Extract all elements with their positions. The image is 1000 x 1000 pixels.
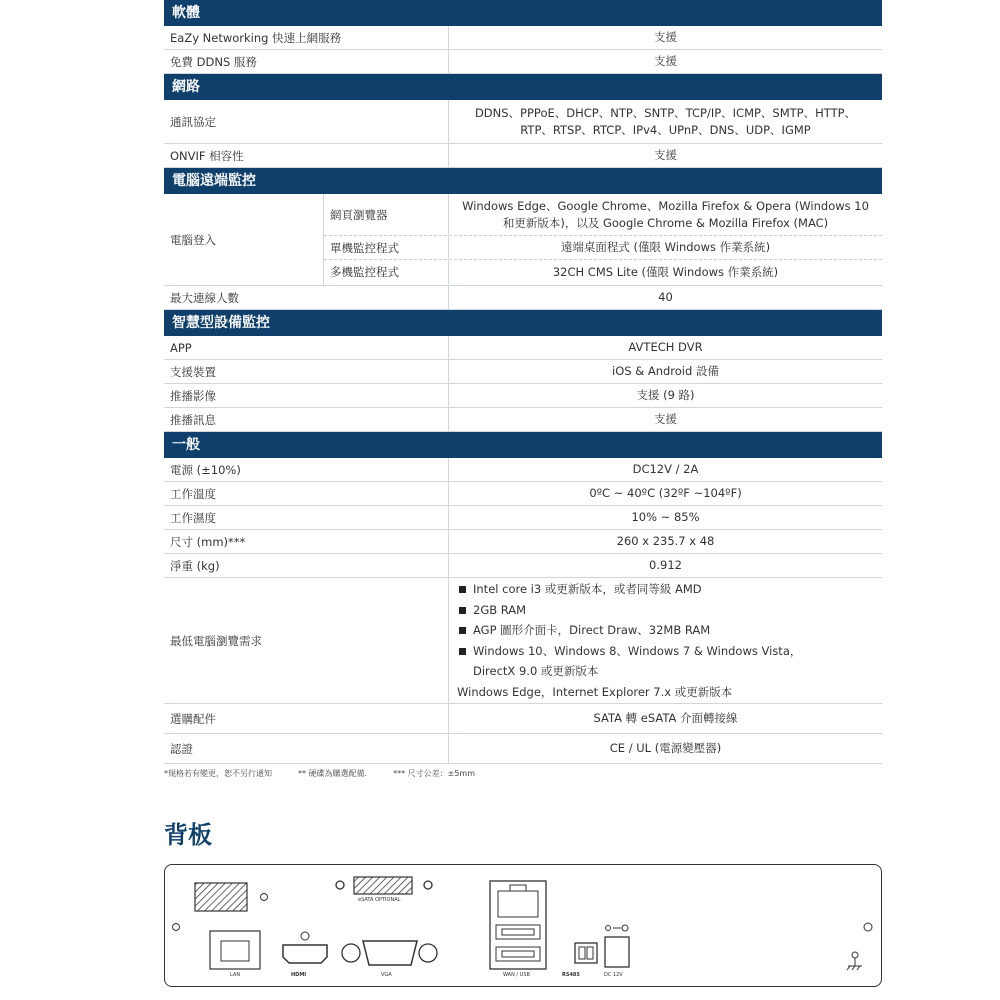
spec-label: APP	[164, 336, 449, 359]
spec-subrow	[324, 260, 882, 284]
spec-label: 選購配件	[164, 704, 449, 733]
lan-port-icon	[210, 931, 260, 969]
screw-icon	[301, 932, 309, 940]
spec-label: ONVIF 相容性	[164, 144, 449, 167]
lan-label: LAN	[230, 972, 241, 978]
vent-grille-icon	[195, 883, 247, 911]
backpanel-diagram	[164, 864, 882, 987]
spec-label: 最大連線人數	[164, 286, 449, 309]
spec-row	[164, 384, 882, 408]
spec-value: 支援	[654, 54, 677, 68]
spec-row	[164, 458, 882, 482]
spec-label: 工作溫度	[164, 482, 449, 505]
spec-value: 0.912	[649, 558, 682, 572]
footnotes	[164, 768, 475, 779]
spec-row	[164, 100, 882, 144]
spec-value: Windows Edge、Google Chrome、Mozilla Firefox & Opera (Windows 10 和更新版本)，以及 Google Chrome & Mozilla Firefox (MAC)	[462, 198, 869, 230]
section-header-remote: 電腦遠端監控	[164, 168, 882, 194]
spec-label: 工作濕度	[164, 506, 449, 529]
hdmi-label: HDMI	[291, 972, 307, 978]
spec-value: 40	[658, 290, 673, 304]
spec-sublabel: 多機監控程式	[324, 260, 449, 284]
spec-table	[164, 0, 882, 764]
ground-icon	[847, 958, 862, 970]
spec-value: 0ºC ~ 40ºC (32ºF ~104ºF)	[589, 486, 742, 500]
spec-value: 支援	[654, 148, 677, 162]
footnote: *** 尺寸公差：±5mm	[393, 769, 476, 778]
spec-row	[164, 336, 882, 360]
screw-icon	[864, 923, 872, 931]
hdmi-port-icon	[283, 945, 327, 963]
spec-row	[164, 554, 882, 578]
screw-icon	[261, 894, 268, 901]
spec-value	[449, 578, 882, 703]
spec-sublabel: 單機監控程式	[324, 236, 449, 259]
spec-row	[164, 26, 882, 50]
spec-label: 淨重 (kg)	[164, 554, 449, 577]
spec-row-group	[164, 194, 882, 286]
spec-label: 推播訊息	[164, 408, 449, 431]
wan-usb-label: WAN / USB	[503, 972, 530, 978]
dc-power-port-icon	[605, 937, 629, 967]
spec-row	[164, 360, 882, 384]
section-header-network: 網路	[164, 74, 882, 100]
vga-label: VGA	[381, 972, 392, 978]
spec-row	[164, 578, 882, 704]
spec-value: DDNS、PPPoE、DHCP、NTP、SNTP、TCP/IP、ICMP、SMTP、HTTP、RTP、RTSP、RTCP、IPv4、UPnP、DNS、UDP、IGMP	[474, 105, 857, 137]
spec-subrows	[324, 194, 882, 285]
spec-value: 支援	[654, 30, 677, 44]
spec-label: 支援裝置	[164, 360, 449, 383]
screw-icon	[336, 881, 344, 889]
list-item: AGP 圖形介面卡，Direct Draw、32MB RAM	[457, 620, 801, 641]
footnote: ** 硬碟為購選配備.	[298, 769, 368, 778]
screw-icon	[424, 881, 432, 889]
rs485-label: RS485	[562, 972, 580, 978]
spec-label: 最低電腦瀏覽需求	[164, 578, 449, 703]
section-header-smart: 智慧型設備監控	[164, 310, 882, 336]
spec-row	[164, 734, 882, 764]
rs485-port-icon	[575, 943, 597, 963]
spec-value: SATA 轉 eSATA 介面轉接線	[593, 711, 738, 725]
spec-row	[164, 144, 882, 168]
section-header-general: 一般	[164, 432, 882, 458]
spec-label: 推播影像	[164, 384, 449, 407]
screw-icon	[173, 924, 180, 931]
spec-sublabel: 網頁瀏覽器	[324, 194, 449, 235]
list-item: 2GB RAM	[457, 600, 801, 621]
spec-row	[164, 506, 882, 530]
screw-icon	[852, 952, 858, 958]
spec-row	[164, 704, 882, 734]
polarity-icon	[606, 926, 611, 931]
backpanel-drawing	[165, 865, 880, 985]
spec-label: 電源 (±10%)	[164, 458, 449, 481]
list-item: Windows Edge，Internet Explorer 7.x 或更新版本	[457, 684, 733, 699]
spec-value: 遠端桌面程式 (僅限 Windows 作業系統)	[560, 240, 771, 254]
spec-row	[164, 408, 882, 432]
spec-value: CE / UL (電源變壓器)	[609, 741, 722, 755]
esata-label: eSATA OPTIONAL	[358, 897, 401, 903]
spec-value: 10% ~ 85%	[631, 510, 700, 524]
dc-label: DC 12V	[604, 972, 623, 978]
spec-value: 260 x 235.7 x 48	[616, 534, 715, 548]
requirement-list	[457, 579, 801, 702]
spec-label: 通訊協定	[164, 100, 449, 143]
spec-value: 支援	[654, 412, 677, 426]
backpanel-title: 背板	[164, 821, 212, 849]
spec-value: 32CH CMS Lite (僅限 Windows 作業系統)	[552, 264, 779, 279]
spec-label: 電腦登入	[164, 194, 324, 285]
vga-port-icon	[363, 941, 417, 965]
spec-value: DC12V / 2A	[632, 462, 699, 476]
spec-label: 認證	[164, 734, 449, 763]
list-item: Windows 10、Windows 8、Windows 7 & Windows Vista，	[457, 641, 801, 662]
spec-row	[164, 530, 882, 554]
spec-row	[164, 482, 882, 506]
spec-label: 尺寸 (mm)***	[164, 530, 449, 553]
list-item: Intel core i3 或更新版本，或者同等級 AMD	[457, 579, 801, 600]
spec-row	[164, 286, 882, 310]
footnote: *規格若有變更，恕不另行通知	[164, 769, 272, 778]
spec-label: 免費 DDNS 服務	[164, 50, 449, 73]
esata-port-icon	[354, 877, 412, 894]
spec-value: iOS & Android 設備	[612, 364, 719, 378]
spec-label: EaZy Networking 快速上網服務	[164, 26, 449, 49]
spec-value: AVTECH DVR	[628, 340, 703, 354]
section-header-software: 軟體	[164, 0, 882, 26]
spec-subrow	[324, 194, 882, 236]
spec-value: 支援 (9 路)	[636, 388, 695, 402]
list-item: DirectX 9.0 或更新版本	[473, 664, 599, 678]
spec-subrow	[324, 236, 882, 260]
spec-row	[164, 50, 882, 74]
